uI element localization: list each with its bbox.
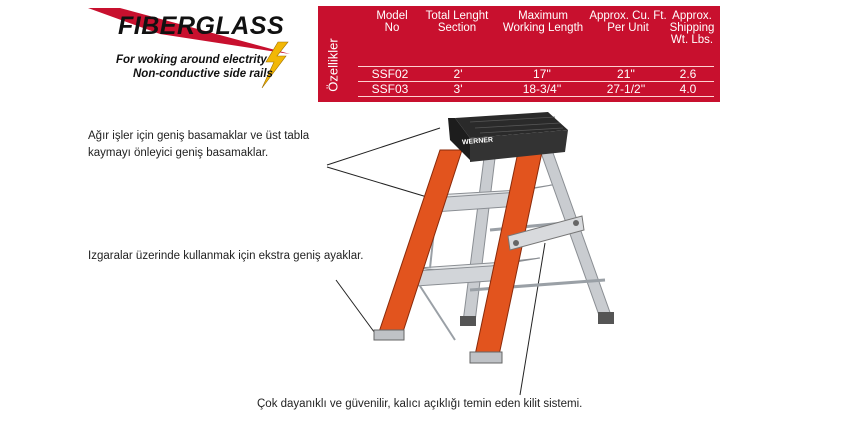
cell-working-length: 18-3/4'' [522,82,562,96]
header-total-length: Total Lenght Section [425,10,489,34]
note-bottom: Çok dayanıklı ve güvenilir, kalıcı açıklığı temin eden kilit sistemi. [257,398,583,410]
cell-model: SSF02 [371,67,409,81]
header-cu-ft: Approx. Cu. Ft. Per Unit [589,10,667,34]
header-max-working-length: Maximum Working Length [502,10,584,34]
brand-title: FIBERGLASS [118,12,285,40]
cell-model: SSF03 [371,82,409,96]
brand-tagline-2: Non-conductive side rails [133,68,273,80]
cell-length: 2' [453,67,463,81]
table-rule-3 [358,96,714,97]
note-top: Ağır işler için geniş basamaklar ve üst tabla kaymayı önleyici geniş basamaklar. [88,130,310,159]
note-middle: Izgaralar üzerinde kullanmak için ekstra geniş ayaklar. [88,250,364,262]
header-model: Model No [376,10,408,34]
cell-cu-ft: 27-1/2'' [606,82,646,96]
cell-cu-ft: 21'' [617,67,635,81]
cell-working-length: 17'' [533,67,551,81]
callout-line-top-1 [327,128,440,165]
callout-line-middle [336,280,380,340]
callout-line-bottom [520,243,545,395]
cell-weight: 4.0 [679,82,697,96]
cell-length: 3' [453,82,463,96]
header-shipping-weight: Approx. Shipping Wt. Lbs. [669,10,715,46]
cell-weight: 2.6 [679,67,697,81]
top-cap-label: WERNER [461,136,494,147]
brand-tagline-1: For woking around electrity [116,54,267,66]
callout-line-top-2 [327,167,437,200]
specs-side-label: Özellikler [325,38,341,92]
ladder-illustration [374,112,614,363]
